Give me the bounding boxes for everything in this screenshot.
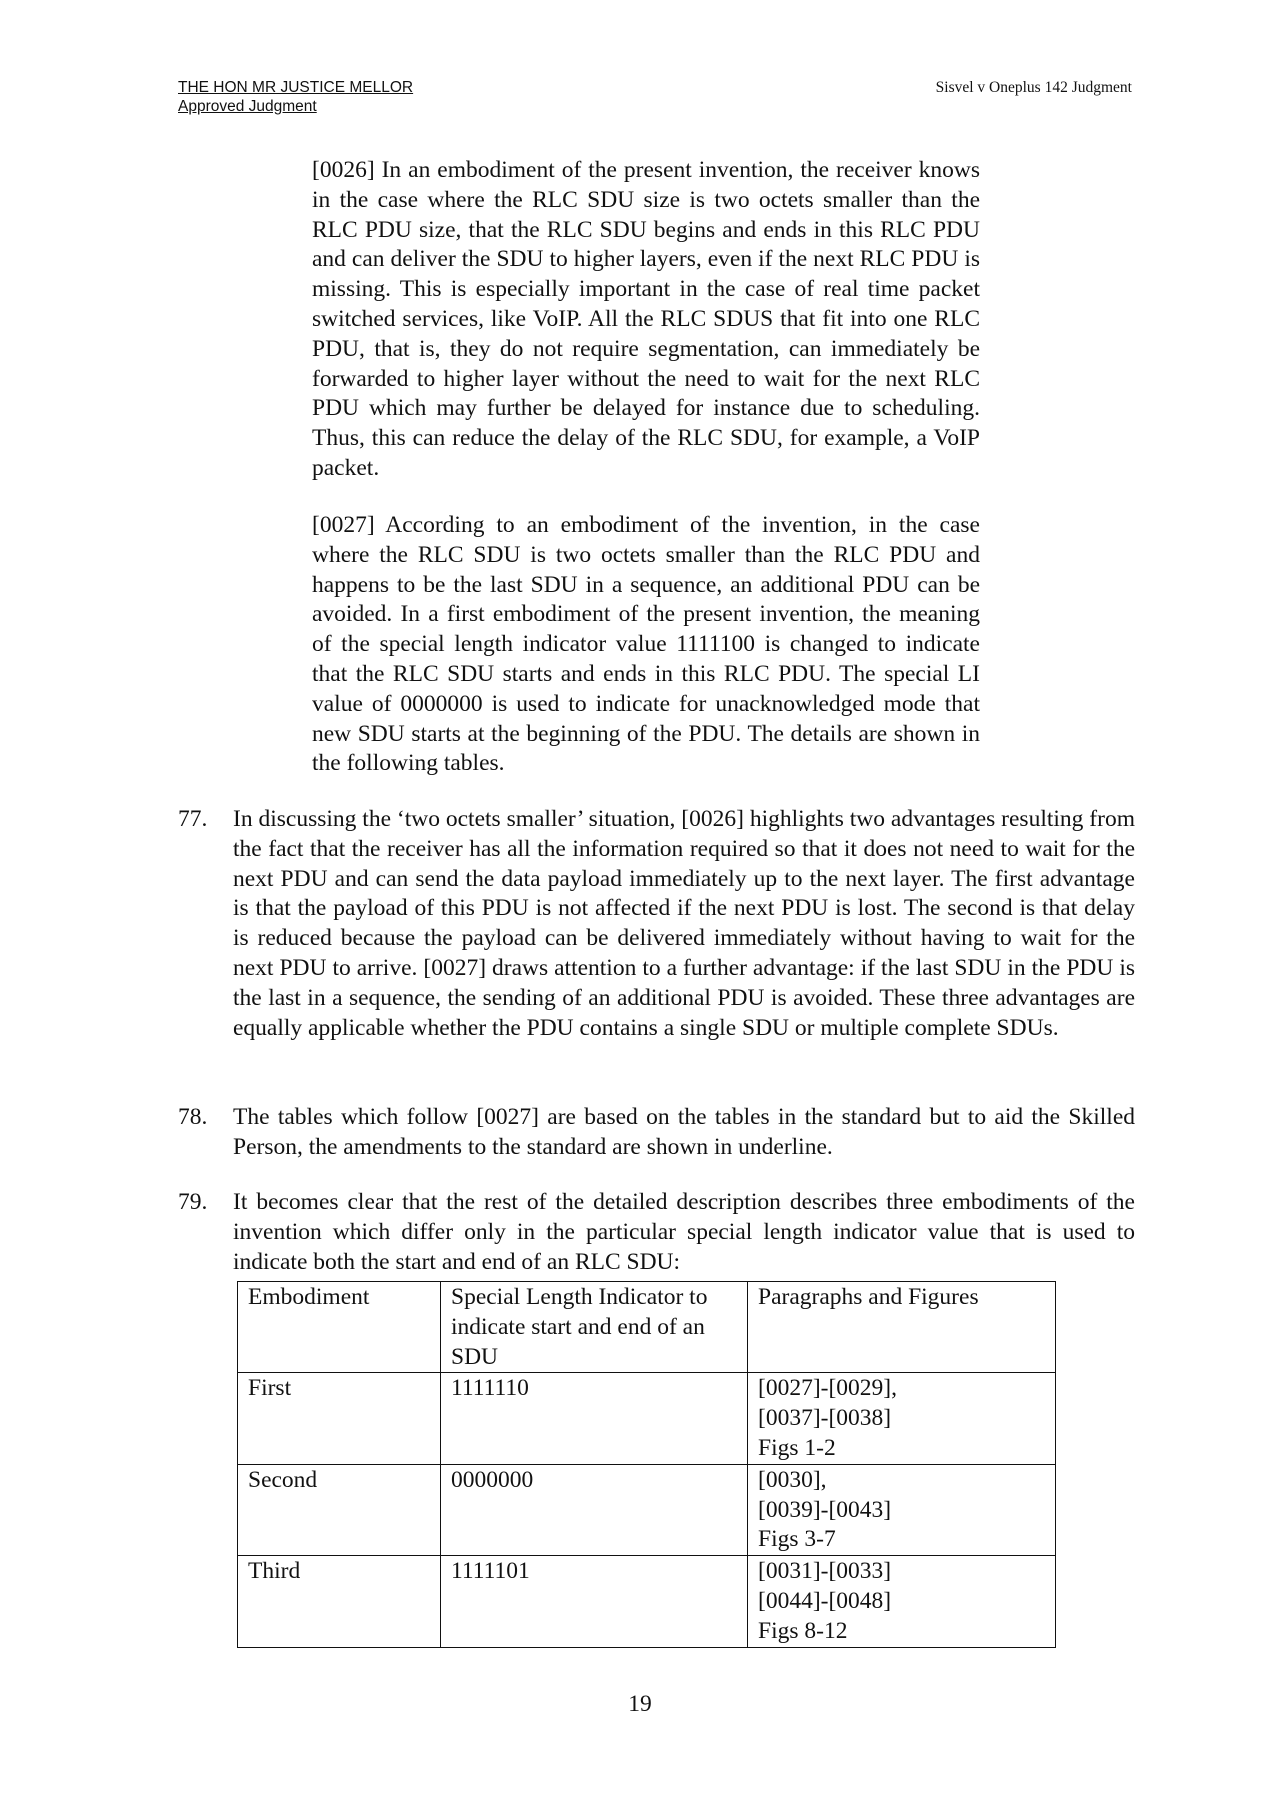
header-refs: Paragraphs and Figures <box>748 1282 1056 1373</box>
cell-indicator: 1111110 <box>441 1373 748 1464</box>
paragraph-number: 79. <box>178 1189 208 1215</box>
ref-line: [0044]-[0048] <box>758 1587 892 1614</box>
judge-name: THE HON MR JUSTICE MELLOR <box>178 79 414 96</box>
case-title: Sisvel v Oneplus 142 Judgment <box>935 79 1132 96</box>
table-row <box>238 1373 1056 1464</box>
table-row <box>238 1556 1056 1647</box>
cell-embodiment: Second <box>238 1464 441 1555</box>
paragraph-text: In discussing the ‘two octets smaller’ situation, [0026] highlights two advantages resulting from the fact that the receiver has all the information required so that it does not need to wait for the next PDU and can send the data payload immediately up to the next layer. The first advantage is that the payload of this PDU is not affected if the next PDU is lost. The second is that delay is reduced because the payload can be delivered immediately without having to wait for the next PDU to arrive. [0027] draws attention to a further advantage: if the last SDU in the PDU is the last in a sequence, the sending of an additional PDU is avoided. These three advantages are equally applicable whether the PDU contains a single SDU or multiple complete SDUs. <box>233 806 1135 1041</box>
ref-line: [0031]-[0033] <box>758 1558 892 1585</box>
ref-line: Figs 8-12 <box>758 1617 848 1644</box>
embodiments-table <box>237 1281 1056 1648</box>
table-header-row <box>238 1282 1056 1373</box>
paragraph-78 <box>178 1103 1135 1163</box>
table-row <box>238 1464 1056 1555</box>
ref-line: Figs 1-2 <box>758 1434 836 1461</box>
paragraph-number: 77. <box>178 806 208 832</box>
ref-line: [0030], <box>758 1466 827 1493</box>
paragraph-79 <box>178 1188 1135 1277</box>
quoted-paragraph-0026: [0026] In an embodiment of the present invention, the receiver knows in the case where the RLC SDU size is two octets smaller than the RLC PDU size, that the RLC SDU begins and ends in this RLC PDU and can deliver the SDU to higher layers, even if the next RLC PDU is missing. This is especially important in the case of real time packet switched services, like VoIP. All the RLC SDUS that fit into one RLC PDU, that is, they do not require segmentation, can immediately be forwarded to higher layer without the need to wait for the next RLC PDU which may further be delayed for instance due to scheduling. Thus, this can reduce the delay of the RLC SDU, for example, a VoIP packet. <box>312 157 980 481</box>
ref-line: Figs 3-7 <box>758 1526 836 1553</box>
page-number: 19 <box>628 1691 652 1717</box>
ref-line: [0027]-[0029], <box>758 1375 898 1402</box>
quoted-paragraph-0027: [0027] According to an embodiment of the invention, in the case where the RLC SDU is two octets smaller than the RLC PDU and happens to be the last SDU in a sequence, an additional PDU can be avoided. In a first embodiment of the present invention, the meaning of the special length indicator value 1111100 is changed to indicate that the RLC SDU starts and ends in this RLC PDU. The special LI value of 0000000 is used to indicate for unacknowledged mode that new SDU starts at the beginning of the PDU. The details are shown in the following tables. <box>312 512 980 777</box>
cell-refs <box>748 1556 1056 1647</box>
cell-indicator: 0000000 <box>441 1464 748 1555</box>
paragraph-number: 78. <box>178 1104 208 1130</box>
header-left <box>178 78 413 116</box>
judgment-status: Approved Judgment <box>178 98 317 115</box>
cell-indicator: 1111101 <box>441 1556 748 1647</box>
cell-embodiment: Third <box>238 1556 441 1647</box>
ref-line: [0039]-[0043] <box>758 1496 892 1523</box>
header-indicator: Special Length Indicator to indicate start and end of an SDU <box>441 1282 748 1373</box>
cell-refs <box>748 1464 1056 1555</box>
header-embodiment: Embodiment <box>238 1282 441 1373</box>
paragraph-text: It becomes clear that the rest of the detailed description describes three embodiments of the invention which differ only in the particular special length indicator value that is used to indicate both the start and end of an RLC SDU: <box>233 1189 1135 1275</box>
cell-embodiment: First <box>238 1373 441 1464</box>
ref-line: [0037]-[0038] <box>758 1405 892 1432</box>
paragraph-text: The tables which follow [0027] are based on the tables in the standard but to aid the Skilled Person, the amendments to the standard are shown in underline. <box>233 1104 1135 1160</box>
paragraph-77 <box>178 805 1135 1043</box>
cell-refs <box>748 1373 1056 1464</box>
